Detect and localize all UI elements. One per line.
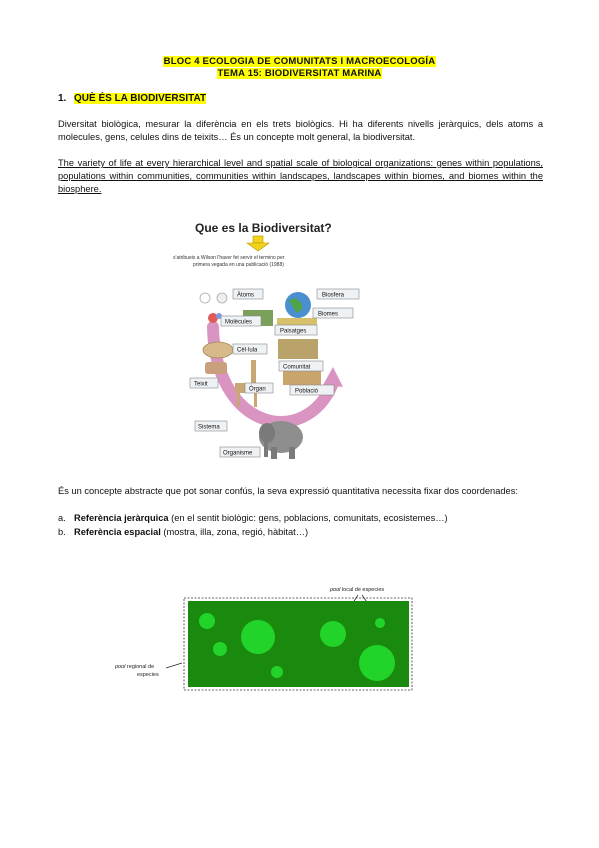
tissue-icon [205, 362, 227, 374]
down-arrow-icon [247, 236, 269, 251]
regional-pool-label: pool regional de [115, 664, 155, 670]
local-pool-circle [320, 621, 346, 647]
local-pool-circle [241, 620, 275, 654]
biodiversity-hierarchy-figure [165, 215, 380, 465]
list-item [58, 511, 543, 525]
paragraph-definition: Diversitat biològica, mesurar la diferència en els trets biològics. Hi ha diferents nivells jeràrquics, dels atoms a molecules, gens, celules dins de teixits… És un concepte molt general, la biodiversitat. [58, 119, 543, 142]
organism-elephant-icon [259, 421, 303, 459]
local-pool-circle [359, 645, 395, 681]
title-line-1: BLOC 4 ECOLOGIA DE COMUNITATS I MACROECOLOGÍA [163, 56, 436, 67]
list-marker: a. [58, 513, 66, 523]
list-marker: b. [58, 527, 66, 537]
paragraph-abstract-concept: És un concepte abstracte que pot sonar confús, la seva expressió quantitativa necessita fixar dos coordenades: [58, 486, 518, 496]
local-pool-circle [271, 666, 283, 678]
paragraph-english-definition: The variety of life at every hierarchical level and spatial scale of biological organizations: genes within populations, populations within communities, communities within landscapes, landscapes within biomes, and biomes within the biosphere. [58, 158, 543, 194]
label-atoms: Àtoms [237, 292, 255, 299]
section-number: 1. [58, 93, 67, 104]
list-item-bold: Referència espacial [74, 527, 161, 537]
label-landscapes: Paisatges [280, 328, 307, 335]
community-picture [278, 339, 318, 359]
label-biomes: Biomes [318, 311, 339, 318]
label-population: Població [295, 388, 319, 395]
figure-caption-line-2: primera vegada en una publicació (1988) [193, 262, 284, 268]
label-biosphere: Biosfera [322, 292, 345, 299]
list-item-text: (en el sentit biològic: gens, poblacions, comunitats, ecosistemes…) [168, 513, 448, 523]
local-pool-circle [199, 613, 215, 629]
label-molecules: Molècules [225, 319, 253, 326]
section-heading [58, 93, 206, 104]
list-item [58, 525, 543, 539]
cell-icon [203, 342, 233, 358]
coordinates-list [58, 511, 543, 539]
document-title [0, 56, 599, 80]
label-organism: Organisme [223, 450, 253, 457]
local-pool-circle [213, 642, 227, 656]
label-organ: Òrgan [249, 386, 266, 393]
list-item-text: (mostra, illa, zona, regió, hàbitat…) [160, 527, 309, 537]
section-title: QUÈ ÉS LA BIODIVERSITAT [74, 93, 207, 104]
species-pool-figure [100, 580, 420, 695]
local-pool-circle [375, 618, 385, 628]
atom-icon [200, 293, 210, 303]
label-tissue: Teixit [194, 381, 208, 388]
title-line-2: TEMA 15: BIODIVERSITAT MARINA [217, 68, 382, 79]
label-community: Comunitat [283, 364, 311, 371]
figure-caption-line-1: s'atribueix a Wilson l'haver fet servir el termino per [173, 255, 285, 261]
atom-icon-2 [217, 293, 227, 303]
label-system: Sistema [198, 424, 220, 431]
figure-title: Que es la Biodiversitat? [195, 221, 332, 235]
list-item-bold: Referència jeràrquica [74, 513, 169, 523]
local-pool-label: pool local de especies [330, 587, 385, 593]
label-cell: Cèl·lula [237, 347, 258, 354]
regional-pool-label-line2: especies [137, 672, 159, 678]
